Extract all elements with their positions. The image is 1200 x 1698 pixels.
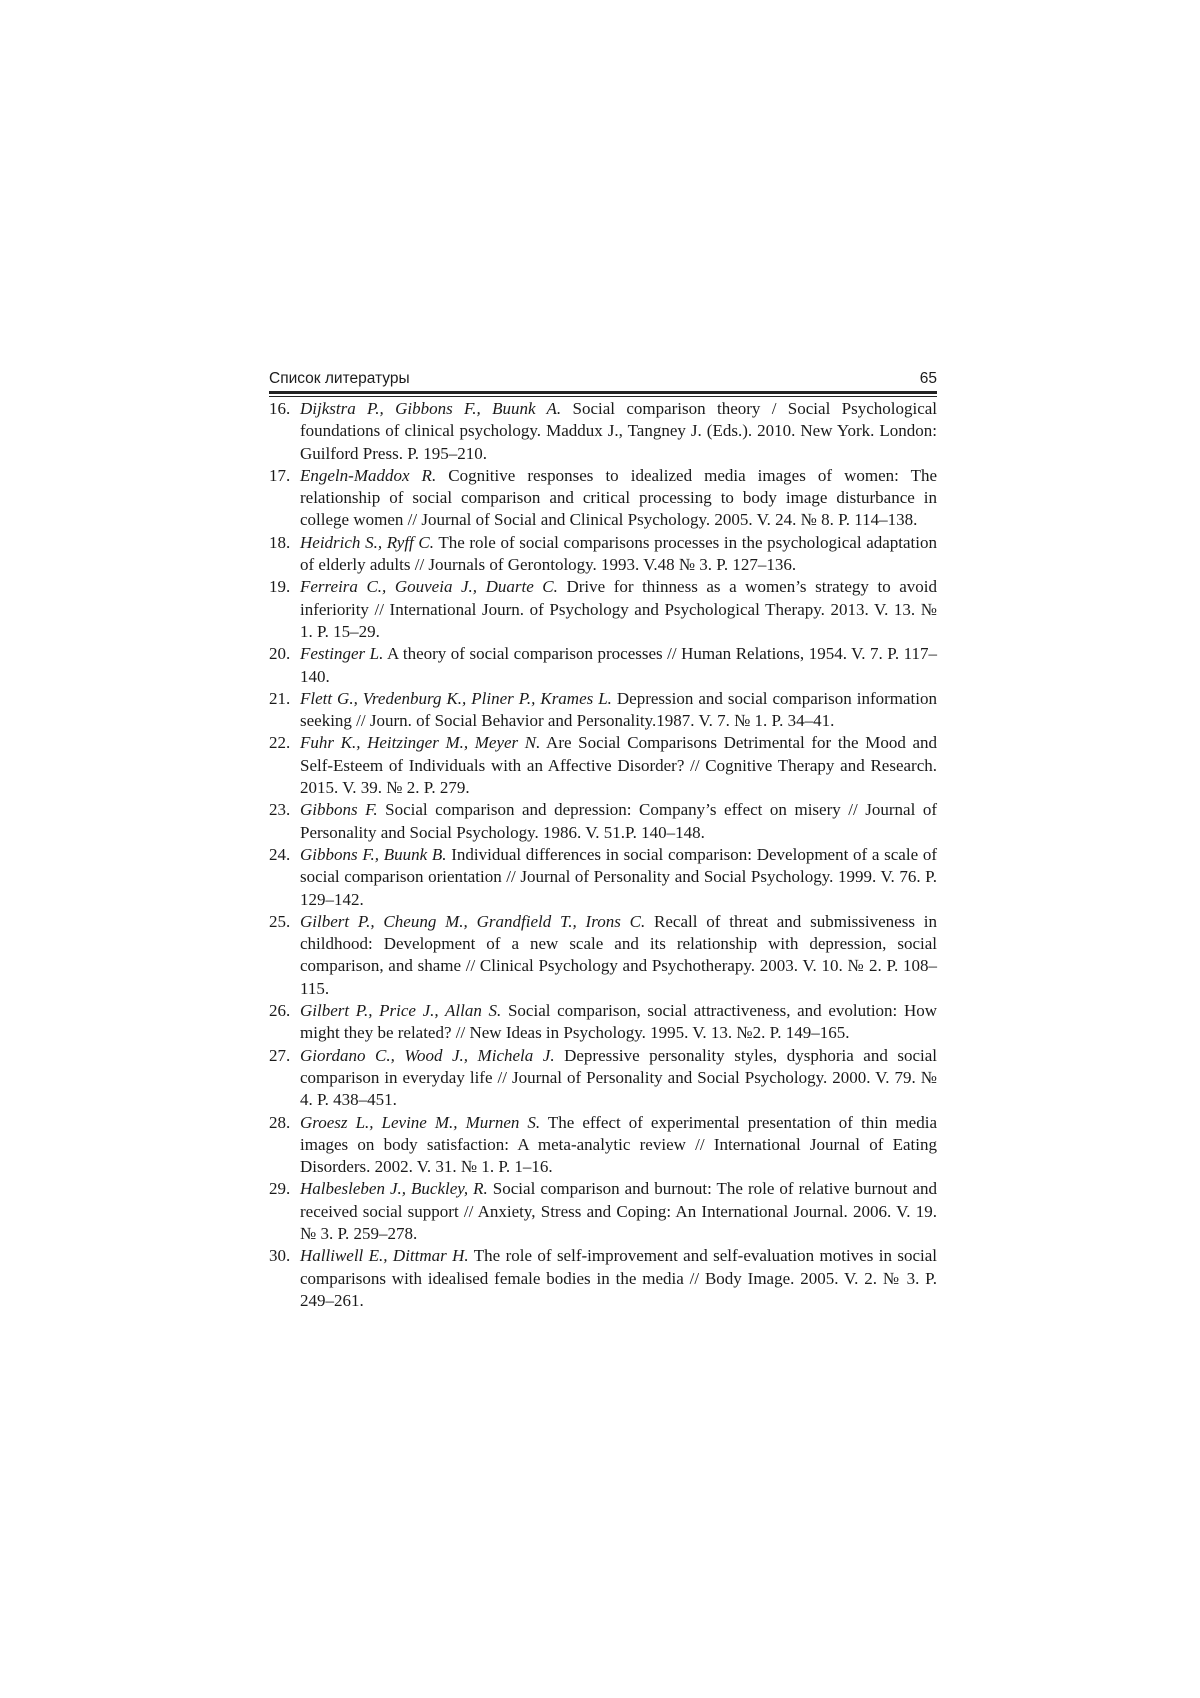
reference-text: Social comparison and burnout: The role of relative burnout and received social support // Anxiety, Stress and Coping: An International Journal. 2006. V. 19. № 3. P. 259–278.: [300, 1179, 937, 1243]
reference-text: A theory of social comparison processes // Human Relations, 1954. V. 7. P. 117–140.: [300, 644, 938, 686]
reference-authors: Groesz L., Levine M., Murnen S.: [300, 1112, 541, 1132]
reference-number: 28.: [269, 1112, 291, 1132]
reference-number: 30.: [269, 1246, 291, 1266]
reference-text: Depression and social comparison information seeking // Journ. of Social Behavior and Personality.1987. V. 7. № 1. P. 34–41.: [300, 688, 937, 731]
reference-item: [269, 532, 937, 577]
reference-text: The role of social comparisons processes in the psychological adaptation of elderly adults // Journals of Gerontology. 1993. V.48 № 3. P. 127–136.: [300, 532, 937, 575]
reference-authors: Fuhr K., Heitzinger M., Meyer N.: [300, 733, 541, 753]
reference-number: 21.: [269, 688, 291, 708]
reference-number: 20.: [269, 644, 291, 664]
header-rule-thick: [269, 391, 937, 394]
header-rule-thin: [269, 396, 937, 397]
reference-number: 18.: [269, 532, 291, 552]
reference-item: [269, 732, 937, 799]
reference-item: [269, 643, 937, 688]
reference-text: The effect of experimental presentation of thin media images on body satisfaction: A meta-analytic review // International Journal of Eating Disorders. 2002. V. 31. № 1. P. 1–16.: [300, 1112, 937, 1177]
reference-number: 24.: [269, 844, 291, 864]
reference-authors: Dijkstra P., Gibbons F., Buunk A.: [300, 399, 562, 418]
reference-number: 22.: [269, 733, 291, 753]
reference-list: [269, 398, 937, 1312]
reference-number: 19.: [269, 577, 291, 597]
reference-authors: Ferreira C., Gouveia J., Duarte C.: [300, 577, 558, 597]
reference-text: Drive for thinness as a women’s strategy to avoid inferiority // International Journ. of Psychology and Psychological Therapy. 2013. V. 13. № 1. P. 15–29.: [300, 577, 938, 641]
reference-item: [269, 576, 937, 643]
reference-authors: Festinger L.: [300, 644, 384, 664]
reference-text: Social comparison theory / Social Psychological foundations of clinical psychology. Maddux J., Tangney J. (Eds.). 2010. New York. London: Guilford Press. P. 195–210.: [300, 399, 938, 463]
running-head-title: Список литературы: [269, 370, 410, 387]
reference-item: [269, 911, 937, 1000]
reference-authors: Halliwell E., Dittmar H.: [300, 1246, 469, 1266]
reference-text: Cognitive responses to idealized media images of women: The relationship of social comparison and critical processing to body image disturbance in college women // Journal of Social and Clinical Psychology. 2005. V. 24. № 8. P. 114–138.: [300, 465, 937, 530]
reference-authors: Gibbons F., Buunk B.: [300, 844, 447, 864]
reference-number: 26.: [269, 1001, 291, 1021]
reference-item: [269, 465, 937, 532]
reference-number: 25.: [269, 911, 291, 931]
reference-authors: Gilbert P., Price J., Allan S.: [300, 1001, 502, 1021]
reference-authors: Engeln-Maddox R.: [300, 465, 437, 485]
reference-number: 17.: [269, 465, 291, 485]
reference-number: 29.: [269, 1179, 291, 1199]
reference-authors: Gilbert P., Cheung M., Grandfield T., Irons C.: [300, 911, 646, 931]
reference-number: 16.: [269, 399, 291, 418]
reference-number: 27.: [269, 1045, 291, 1065]
reference-item: [269, 1045, 937, 1112]
reference-authors: Flett G., Vredenburg K., Pliner P., Krames L.: [300, 688, 612, 708]
reference-text: The role of self-improvement and self-evaluation motives in social comparisons with idealised female bodies in the media // Body Image. 2005. V. 2. № 3. P. 249–261.: [300, 1246, 937, 1310]
reference-item: [269, 1112, 937, 1179]
reference-text: Depressive personality styles, dysphoria and social comparison in everyday life // Journal of Personality and Social Psychology. 2000. V. 79. № 4. P. 438–451.: [300, 1045, 937, 1110]
reference-number: 23.: [269, 800, 291, 820]
running-head: [269, 368, 937, 390]
reference-authors: Halbesleben J., Buckley, R.: [300, 1179, 488, 1199]
reference-item: [269, 844, 937, 911]
reference-item: [269, 688, 937, 733]
reference-text: Recall of threat and submissiveness in childhood: Development of a new scale and its relationship with depression, social comparison, and shame // Clinical Psychology and Psychotherapy. 2003. V. 10. № 2. P. 108–115.: [300, 911, 938, 998]
reference-item: [269, 1178, 937, 1245]
reference-text: Social comparison, social attractiveness, and evolution: How might they be related? // New Ideas in Psychology. 1995. V. 13. №2. P. 149–165.: [300, 1001, 937, 1043]
reference-authors: Gibbons F.: [300, 800, 378, 820]
reference-item: [269, 1245, 937, 1312]
reference-item: [269, 398, 937, 465]
reference-authors: Heidrich S., Ryff C.: [300, 532, 434, 552]
page-number: 65: [919, 370, 937, 387]
reference-text: Are Social Comparisons Detrimental for the Mood and Self-Esteem of Individuals with an Affective Disorder? // Cognitive Therapy and Research. 2015. V. 39. № 2. P. 279.: [300, 733, 937, 798]
reference-text: Social comparison and depression: Company’s effect on misery // Journal of Personality and Social Psychology. 1986. V. 51.P. 140–148.: [300, 800, 937, 842]
reference-text: Individual differences in social comparison: Development of a scale of social comparison orientation // Journal of Personality and Social Psychology. 1999. V. 76. P. 129–142.: [300, 844, 937, 909]
reference-authors: Giordano C., Wood J., Michela J.: [300, 1045, 555, 1065]
reference-item: [269, 1000, 937, 1045]
reference-item: [269, 799, 937, 844]
